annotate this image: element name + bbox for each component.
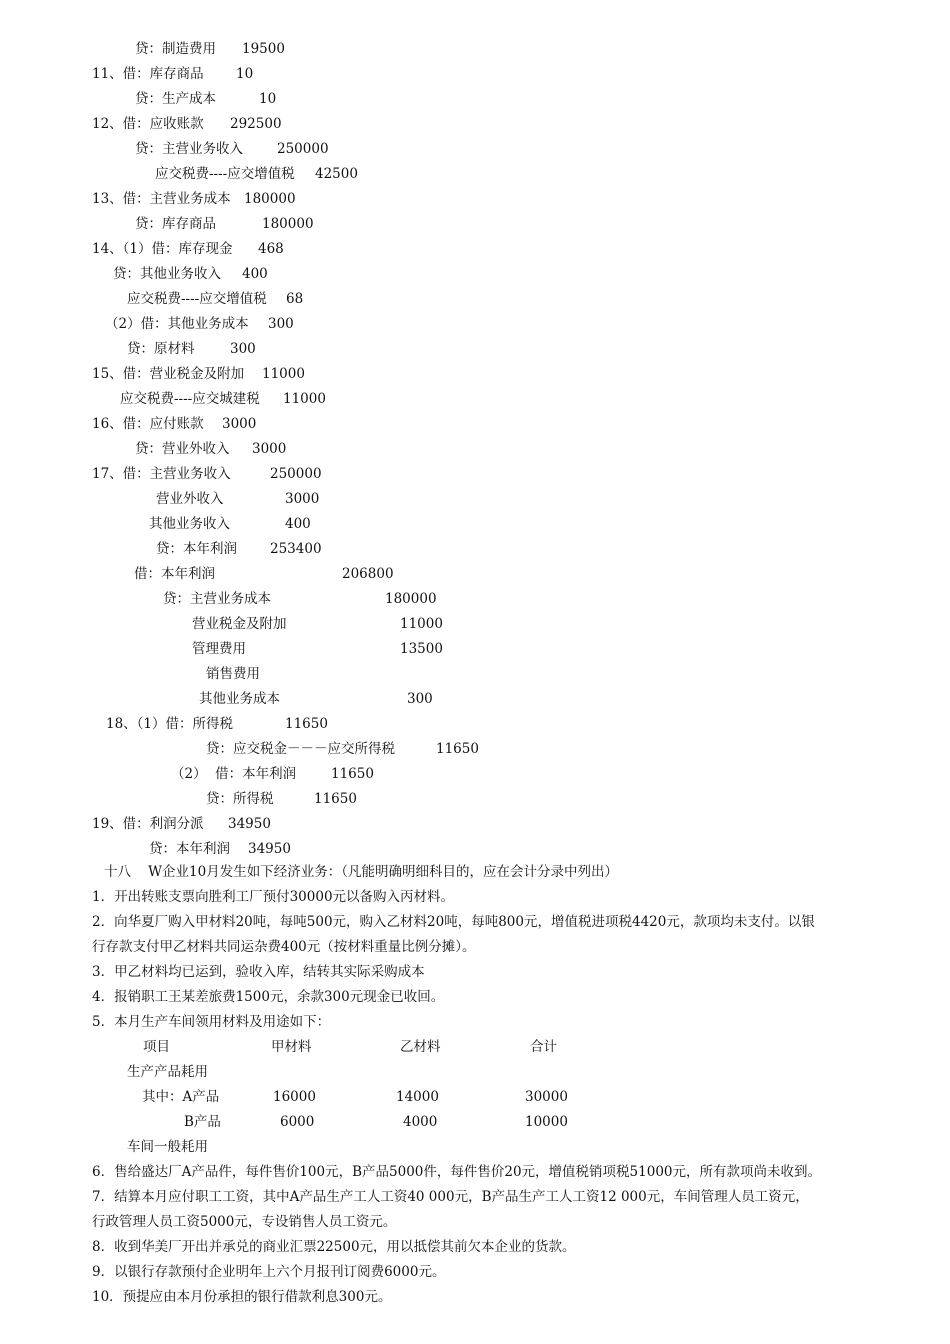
entry-amount: 11650 <box>331 766 374 782</box>
entry-line: 12、借：应收账款 <box>92 116 204 132</box>
entry-line: 18、（1）借：所得税 <box>106 716 234 732</box>
table-row-workshop: 车间一般耗用 <box>127 1139 208 1155</box>
entry-line: 贷：主营业务收入 <box>135 141 243 157</box>
item-text: 9．以银行存款预付企业明年上六个月报刊订阅费6000元。 <box>92 1264 446 1280</box>
entry-amount: 10 <box>236 66 254 82</box>
entry-line: （2）借：其他业务成本 <box>105 316 249 332</box>
item-text: 行存款支付甲乙材料共同运杂费400元（按材料重量比例分摊）。 <box>92 939 476 955</box>
entry-amount: 3000 <box>252 441 287 457</box>
entry-line: 销售费用 <box>206 666 260 682</box>
entry-line: 17、借：主营业务收入 <box>92 466 231 482</box>
table-row-b-label: B产品 <box>184 1114 221 1130</box>
entry-amount: 250000 <box>270 466 322 482</box>
table-header-jia: 甲材料 <box>271 1039 312 1055</box>
entry-line: 13、借：主营业务成本 <box>92 191 231 207</box>
entry-amount: 180000 <box>244 191 296 207</box>
table-row-a-label: 其中：A产品 <box>142 1089 220 1105</box>
entry-amount: 300 <box>268 316 294 332</box>
entry-amount: 34950 <box>228 816 271 832</box>
item-text: 行政管理人员工资5000元，专设销售人员工资元。 <box>92 1214 397 1230</box>
entry-line: 贷：营业外收入 <box>135 441 230 457</box>
entry-amount: 300 <box>407 691 433 707</box>
table-row-b-jia: 6000 <box>280 1114 315 1130</box>
entry-amount: 400 <box>242 266 268 282</box>
item-text: 4．报销职工王某差旅费1500元，余款300元现金已收回。 <box>92 989 445 1005</box>
entry-amount: 180000 <box>262 216 314 232</box>
entry-amount: 11000 <box>262 366 305 382</box>
table-header-yi: 乙材料 <box>400 1039 441 1055</box>
entry-line: 应交税费----应交增值税 <box>127 291 267 307</box>
table-row-a-total: 30000 <box>525 1089 568 1105</box>
table-row-a-yi: 14000 <box>396 1089 439 1105</box>
table-header-item: 项目 <box>143 1039 170 1055</box>
entry-line: 贷：库存商品 <box>135 216 216 232</box>
entry-amount: 300 <box>230 341 256 357</box>
entry-amount: 250000 <box>277 141 329 157</box>
entry-amount: 10 <box>259 91 277 107</box>
table-row-b-total: 10000 <box>525 1114 568 1130</box>
entry-amount: 3000 <box>285 491 320 507</box>
item-text: 10．预提应由本月份承担的银行借款利息300元。 <box>92 1289 392 1305</box>
entry-amount: 468 <box>258 241 284 257</box>
entry-line: 15、借：营业税金及附加 <box>92 366 245 382</box>
entry-line: 16、借：应付账款 <box>92 416 204 432</box>
entry-amount: 3000 <box>222 416 257 432</box>
entry-amount: 400 <box>285 516 311 532</box>
entry-line: 贷：生产成本 <box>135 91 216 107</box>
entry-amount: 13500 <box>400 641 443 657</box>
entry-line: 贷：应交税金－－－应交所得税 <box>206 741 395 757</box>
item-text: 2．向华夏厂购入甲材料20吨，每吨500元，购入乙材料20吨，每吨800元，增值税进项税4420元，款项均未支付。以银 <box>92 914 815 930</box>
item-text: 7．结算本月应付职工工资，其中A产品生产工人工资40 000元，B产品生产工人工资12 000元，车间管理人员工资元， <box>92 1189 809 1205</box>
item-text: 3．甲乙材料均已运到，验收入库，结转其实际采购成本 <box>92 964 425 980</box>
entry-line: 营业税金及附加 <box>192 616 287 632</box>
entry-amount: 68 <box>286 291 304 307</box>
entry-amount: 11650 <box>285 716 328 732</box>
entry-line: （2） 借：本年利润 <box>171 766 297 782</box>
entry-line: 借：本年利润 <box>134 566 215 582</box>
entry-amount: 11650 <box>314 791 357 807</box>
table-row-a-jia: 16000 <box>273 1089 316 1105</box>
entry-line: 营业外收入 <box>156 491 224 507</box>
entry-line: 其他业务成本 <box>199 691 280 707</box>
entry-line: 11、借：库存商品 <box>92 66 204 82</box>
entry-line: 管理费用 <box>192 641 246 657</box>
entry-amount: 292500 <box>230 116 282 132</box>
entry-amount: 42500 <box>315 166 358 182</box>
entry-line: 贷：制造费用 <box>135 41 216 57</box>
entry-amount: 34950 <box>248 841 291 857</box>
item-text: 8．收到华美厂开出并承兑的商业汇票22500元，用以抵偿其前欠本企业的货款。 <box>92 1239 576 1255</box>
entry-line: 贷：主营业务成本 <box>163 591 271 607</box>
entry-line: 贷：本年利润 <box>149 841 230 857</box>
entry-amount: 11000 <box>283 391 326 407</box>
entry-line: 贷：其他业务收入 <box>113 266 221 282</box>
table-row-b-yi: 4000 <box>403 1114 438 1130</box>
entry-line: 19、借：利润分派 <box>92 816 204 832</box>
table-header-total: 合计 <box>530 1039 557 1055</box>
entry-amount: 11000 <box>400 616 443 632</box>
entry-line: 应交税费----应交增值税 <box>155 166 295 182</box>
entry-amount: 19500 <box>242 41 285 57</box>
entry-amount: 180000 <box>385 591 437 607</box>
entry-line: 贷：原材料 <box>127 341 195 357</box>
entry-amount: 253400 <box>270 541 322 557</box>
entry-line: 贷：本年利润 <box>156 541 237 557</box>
entry-amount: 206800 <box>342 566 394 582</box>
entry-amount: 11650 <box>436 741 479 757</box>
item-text: 1．开出转账支票向胜利工厂预付30000元以备购入丙材料。 <box>92 889 455 905</box>
entry-line: 贷：所得税 <box>206 791 274 807</box>
item-text: 5．本月生产车间领用材料及用途如下： <box>92 1014 331 1030</box>
item-text: 6．售给盛达厂A产品件，每件售价100元，B产品5000件，每件售价20元，增值税销项税51000元，所有款项尚未收到。 <box>92 1164 822 1180</box>
entry-line: 其他业务收入 <box>149 516 230 532</box>
table-row-group: 生产产品耗用 <box>127 1064 208 1080</box>
entry-line: 应交税费----应交城建税 <box>120 391 260 407</box>
section-title: 十八 W企业10月发生如下经济业务：（凡能明确明细科目的，应在会计分录中列出） <box>104 864 618 880</box>
entry-line: 14、（1）借：库存现金 <box>92 241 233 257</box>
